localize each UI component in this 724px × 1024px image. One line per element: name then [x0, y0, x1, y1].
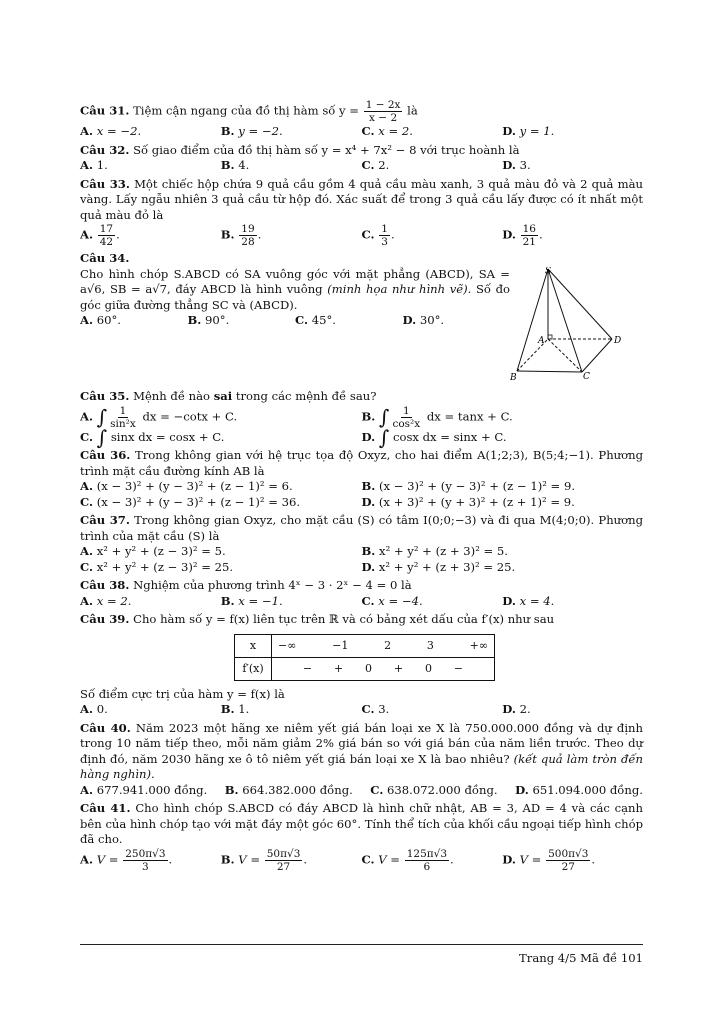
- options: [80, 124, 643, 140]
- option-b: B. V = $\frac{50\pi√3}{27}$ .: [220, 847, 308, 873]
- option-c: C. ∫ sinx dx = cosx + C.: [80, 424, 225, 449]
- option-b: B. 4.: [220, 158, 250, 172]
- pyramid-diagram: [510, 267, 643, 382]
- page-footer: [80, 944, 643, 965]
- option-a: A. x = 2.: [80, 593, 132, 608]
- option-c: C. 2.: [361, 158, 390, 172]
- option-d: D. y = 1.: [502, 124, 555, 138]
- option-d: D. x = 4.: [502, 593, 555, 608]
- option-a: A. V = $\frac{250\pi√3}{3}$ .: [80, 847, 173, 873]
- page-number: Trang 4/5 Mã đề 101: [519, 951, 643, 965]
- options: [80, 544, 643, 560]
- questions-area: [80, 96, 643, 873]
- question-38: [80, 578, 643, 609]
- option-a: A. x² + y² + (z − 3)² = 5.: [80, 544, 226, 559]
- question-number: Câu 39.: [80, 612, 130, 627]
- option-d: D. 30°.: [402, 313, 445, 327]
- fraction: $\frac{1 - 2x}{x - 2}$: [365, 99, 401, 124]
- options: [80, 223, 643, 248]
- option-d: D. V = $\frac{500\pi√3}{27}$ .: [502, 847, 596, 873]
- option-c: C. V = $\frac{125\pi√3}{6}$ .: [361, 847, 454, 873]
- label-s: S: [545, 266, 552, 277]
- option-c: C. $\frac{1}{3}$ .: [361, 223, 395, 248]
- option-c: C. 638.072.000 đồng.: [370, 782, 498, 797]
- question-stem: Một chiếc hộp chứa 9 quả cầu gồm 4 quả cầu màu xanh, 3 quả màu đỏ và 2 quả màu vàng. Lấy ngẫu nhiên 3 quả cầu từ hộp đó. Xác suất để trong 3 quả cầu lấy được có ít nhất một quả màu đỏ là: [80, 176, 643, 222]
- option-b: B. 1.: [220, 702, 250, 717]
- option-a: A. 60°.: [80, 313, 121, 327]
- option-d: D. 651.094.000 đồng.: [515, 782, 643, 797]
- question-number: Câu 35.: [80, 389, 130, 403]
- options: [80, 702, 643, 718]
- option-b: B. x² + y² + (z + 3)² = 5.: [361, 544, 508, 559]
- question-stem: Cho hàm số y = f(x) liên tục trên ℝ và có bảng xét dấu của f′(x) như sau: [133, 612, 555, 627]
- option-b: B. ∫ $\frac{1}{\text{cos²x}}$ dx = tanx + C.: [361, 404, 513, 430]
- option-b: B. $\frac{19}{28}$ .: [220, 223, 262, 248]
- option-a: A. $\frac{17}{42}$ .: [80, 223, 120, 248]
- option-c: C. x = 2.: [361, 124, 413, 138]
- question-number: Câu 31.: [80, 103, 130, 118]
- question-33: [80, 177, 643, 249]
- question-stem: Tiệm cận ngang của đồ thị hàm số y =: [133, 103, 360, 118]
- options: [80, 479, 643, 495]
- options: [80, 594, 643, 610]
- options: [80, 848, 643, 873]
- options: [80, 495, 643, 511]
- option-c: C. 3.: [361, 702, 390, 717]
- option-b: B. y = −2.: [220, 124, 283, 138]
- option-c: C. (x − 3)² + (y − 3)² + (z − 1)² = 36.: [80, 494, 301, 509]
- options: [80, 405, 643, 430]
- question-number: Câu 34.: [80, 251, 130, 265]
- options: [80, 783, 643, 799]
- option-a: A. 0.: [80, 702, 108, 717]
- option-d: D. 2.: [502, 702, 531, 717]
- option-b: B. 664.382.000 đồng.: [224, 782, 353, 797]
- option-a: A. ∫ $\frac{1}{\text{sin²x}}$ dx = −cotx + C.: [80, 404, 238, 430]
- option-a: A. 1.: [80, 158, 108, 172]
- question-followup: Số điểm cực trị của hàm y = f(x) là: [80, 686, 285, 701]
- question-stem: Trong không gian với hệ trục tọa độ Oxyz, cho hai điểm A(1;2;3), B(5;4;−1). Phương trình mặt cầu đường kính AB là: [80, 448, 643, 478]
- question-number: Câu 38.: [80, 578, 130, 593]
- option-a: A. (x − 3)² + (y − 3)² + (z − 1)² = 6.: [80, 479, 293, 494]
- question-number: Câu 36.: [80, 448, 131, 463]
- option-b: B. x = −1.: [220, 593, 283, 608]
- question-number: Câu 33.: [80, 176, 130, 191]
- pyramid-figure: [510, 267, 643, 387]
- question-stem: Năm 2023 một hãng xe niêm yết giá bán loại xe X là 750.000.000 đồng và dự định trong 10 năm tiếp theo, mỗi năm giảm 2% giá bán so với giá bán của năm liền trước. Theo dự định đó, năm 2030 hãng xe ô tô niêm yết giá bán loại xe X là bao nhiêu?: [80, 720, 643, 766]
- option-c: C. x = −4.: [361, 593, 423, 608]
- option-c: C. 45°.: [295, 313, 336, 327]
- sign-table-row-x: x −∞ −1 2 3 +∞: [235, 634, 495, 657]
- question-41: [80, 801, 643, 873]
- label-d: D: [614, 335, 622, 346]
- option-c: C. x² + y² + (z − 3)² = 25.: [80, 559, 234, 574]
- options: [80, 158, 643, 174]
- question-32: [80, 143, 643, 174]
- sign-table-row-fprime: f′(x) − + 0 + 0 −: [235, 657, 495, 680]
- question-number: Câu 40.: [80, 720, 131, 735]
- option-d: D. 3.: [502, 158, 531, 172]
- question-37: [80, 513, 643, 575]
- option-d: D. $\frac{16}{21}$ .: [502, 223, 543, 248]
- option-d: D. (x + 3)² + (y + 3)² + (z + 1)² = 9.: [361, 494, 575, 509]
- question-35: Câu 35. Mệnh đề nào sai trong các mệnh đề sau? A. ∫ $\frac{1}{\text{sin²x}}$ dx = −cotx + C. B. ∫ $\frac{1}{\text{cos²x}}$ dx = tanx + C. C. ∫ sinx dx = cosx + C. D. ∫ cosx dx = sinx + C.: [80, 389, 643, 445]
- option-a: A. 677.941.000 đồng.: [80, 782, 208, 797]
- label-b: B: [510, 372, 517, 382]
- options: [80, 560, 643, 576]
- option-d: D. ∫ cosx dx = sinx + C.: [361, 424, 507, 449]
- question-31: Câu 31. Tiệm cận ngang của đồ thị hàm số y = $\frac{1 - 2x}{x - 2}$ là A. x = −2. B. y = −2. C. x = 2. D. y = 1.: [80, 99, 643, 140]
- question-stem: Trong không gian Oxyz, cho mặt cầu (S) có tâm I(0;0;−3) và đi qua M(4;0;0). Phương trình của mặt cầu (S) là: [80, 513, 643, 543]
- options: [80, 424, 643, 449]
- question-34: [80, 251, 643, 386]
- question-stem: Cho hình chóp S.ABCD có đáy ABCD là hình chữ nhật, AB = 3, AD = 4 và các cạnh bên của hình chóp tạo với mặt đáy một góc 60°. Tính thể tích của khối cầu ngoại tiếp hình chóp đã cho.: [80, 801, 643, 847]
- label-a: A: [538, 335, 545, 346]
- sign-table: [234, 634, 495, 681]
- question-40: Câu 40. Năm 2023 một hãng xe niêm yết giá bán loại xe X là 750.000.000 đồng và dự định trong 10 năm tiếp theo, mỗi năm giảm 2% giá bán so với giá bán của năm liền trước. Theo dự định đó, năm 2030 hãng xe ô tô niêm yết giá bán loại xe X là bao nhiêu? (kết quả làm tròn đến hàng nghìn). A. 677.941.000 đồng. B. 664.382.000 đồng. C. 638.072.000 đồng. D. 651.094.000 đồng.: [80, 720, 643, 797]
- question-36: [80, 448, 643, 510]
- question-number: Câu 37.: [80, 513, 130, 528]
- option-d: D. x² + y² + (z + 3)² = 25.: [361, 559, 516, 574]
- option-b: B. (x − 3)² + (y − 3)² + (z − 1)² = 9.: [361, 479, 576, 494]
- question-number: Câu 41.: [80, 801, 131, 816]
- question-stem: Nghiệm của phương trình 4ˣ − 3 · 2ˣ − 4 = 0 là: [133, 578, 412, 593]
- question-39: [80, 612, 643, 718]
- question-number: Câu 32.: [80, 142, 130, 157]
- question-stem: Số giao điểm của đồ thị hàm số y = x⁴ + 7x² − 8 với trục hoành là: [133, 142, 520, 157]
- question-stem: Cho hình chóp S.ABCD có SA vuông góc với mặt phẳng (ABCD), SA = a√6, SB = a√7, đáy ABCD là hình vuông (minh họa như hình vẽ). Số đo góc giữa đường thẳng SC và (ABCD).: [80, 266, 511, 312]
- option-a: A. x = −2.: [80, 124, 142, 138]
- option-b: B. 90°.: [187, 313, 230, 327]
- label-c: C: [583, 371, 590, 382]
- options: [80, 313, 510, 329]
